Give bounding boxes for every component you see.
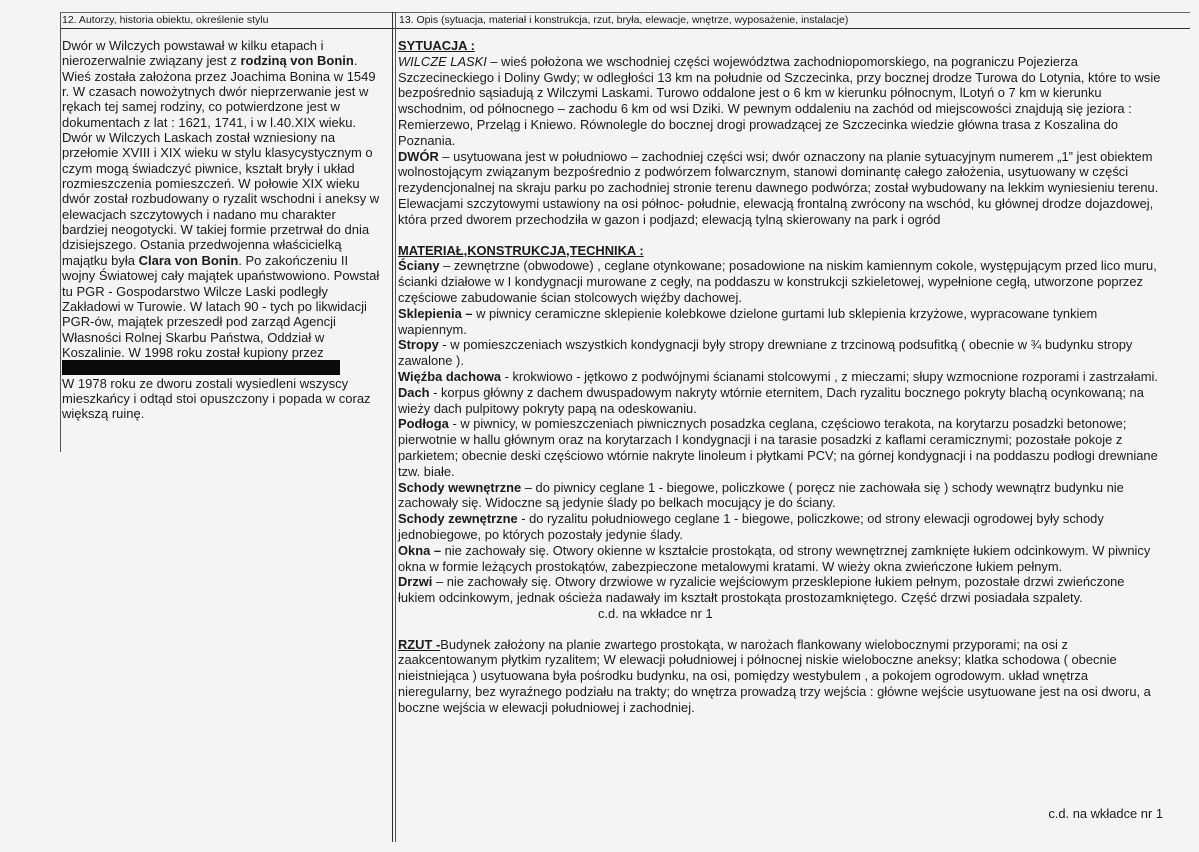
- term-label: Więźba dachowa: [398, 368, 502, 384]
- continuation-note: c.d. na wkładce nr 1: [598, 605, 713, 621]
- section-heading: RZUT -: [398, 636, 441, 652]
- wiezba-paragraph: [398, 369, 1164, 385]
- dwor-paragraph: [398, 149, 1164, 228]
- text-run: Budynek założony na planie zwartego prostokąta, w narożach flankowany wielobocznymi przyporami; na osi z zaakcentowanym płytkim ryzalitem; W elewacji południowej i północnej niskie wieloboczne aneksy; klatka schodowa ( obecnie nieistniejąca ) usytuowana była pośrodku budynku, na osi, pomiędzy westybulem , a pokojem ogrodowym. układ wnętrza nieregularny, bez wyraźnego podziału na trakty; do wnętrza prowadzą trzy wejścia : główne wejście usytuowane jest na osi dworu, a boczne wejścia w elewacji południowej i zachodniej.: [398, 636, 1151, 715]
- text-run: - krokwiowo - jętkowo z podwójnymi ścianami stolcowymi , z mieczami; słupy wzmocnione rozporami i zastrzałami.: [501, 368, 1158, 384]
- sytuacja-paragraph: [398, 54, 1164, 149]
- place-name: WILCZE LASKI: [398, 53, 487, 69]
- rzut-paragraph: [398, 637, 1164, 716]
- text-run: – nie zachowały się. Otwory drzwiowe w ryzalicie wejściowym przesklepione łukiem pełnym, pozostałe drzwi zwieńczone łukiem odcinkowym, jednak ościeża nadawały im kształt prostokąta prostozamkniętego. Część drzwi posiadała szpalety.: [398, 574, 1125, 606]
- history-column: [62, 38, 384, 422]
- schody-wewnetrzne-paragraph: [398, 480, 1164, 512]
- family-name: rodziną von Bonin: [240, 53, 354, 69]
- history-paragraph-2: [62, 130, 384, 376]
- owner-name: Clara von Bonin: [138, 252, 239, 268]
- sciany-paragraph: [398, 258, 1164, 305]
- text-run: Dwór w Wilczych Laskach został wzniesiony na przełomie XVIII i XIX wieku w stylu klasycystycznym o czym mogą świadczyć piwnice, kształt bryły i układ rozmieszczenia pomieszczeń. W połowie XIX wieku dwór został rozbudowany o ryzalit wschodni i aneksy w elewacjach szczytowych i nadano mu charakter bardziej neogotycki. W takiej formie przetrwał do dnia dzisiejszego. Ostania przedwojenna właścicielką majątku była: [62, 130, 380, 268]
- text-run: - korpus główny z dachem dwuspadowym nakryty wtórnie eternitem, Dach ryzalitu bocznego pokryty blachą ocynkowaną; na wieży dach pulpitowy pokryty papą na odeskowaniu.: [398, 384, 1144, 416]
- column-divider: [392, 12, 393, 842]
- text-run: - w pomieszczeniach wszystkich kondygnacji były stropy drewniane z trzcinową podsufitką ( obecnie w ¾ budynku stropy zawalone ).: [398, 337, 1133, 369]
- text-run: Dwór w Wilczych powstawał w kilku etapach i nierozerwalnie związany jest z: [62, 38, 324, 69]
- drzwi-paragraph: [398, 574, 1164, 621]
- description-column: [398, 38, 1164, 716]
- text-run: – usytuowana jest w południowo – zachodniej części wsi; dwór oznaczony na planie sytuacyjnym numerem „1” jest obiektem wolnostojącym związanym bezpośrednio z podwórzem folwarcznym, stanowi dominantę całego założenia, usytuowany w części rezydencjonalnej na skraju parku po zachodniej stronie terenu dawnego podwórza; został wybudowany na lekkim wyniesieniu terenu. Elewacjami szczytowymi ustawiony na osi północ- południe, elewacją frontalną zwrócony na wschód, ku głównej drodze dojazdowej, która przed dworem przechodziła w gazon i podjazd; elewacją tylną skierowany na park i ogród: [398, 148, 1159, 227]
- text-run: - do ryzalitu południowego ceglane 1 - biegowe, policzkowe; od strony elewacji ogrodowej były schody jednobiegowe, po których pozostały jedynie ślady.: [398, 511, 1104, 542]
- text-run: nie zachowały się. Otwory okienne w kształcie prostokąta, od strony wewnętrznej zamknięte łukiem odcinkowym. W piwnicy okna w formie leżących prostokątów, zabezpieczone metalowymi kratami. W wieży okna zwieńczone łukiem pełnym.: [398, 542, 1151, 574]
- continuation-note-bottom: c.d. na wkładce nr 1: [1048, 806, 1163, 821]
- spacer: [398, 228, 1164, 243]
- okna-paragraph: [398, 543, 1164, 575]
- material-heading: MATERIAŁ,KONSTRUKCJA,TECHNIKA :: [398, 242, 644, 258]
- sklepienia-paragraph: [398, 306, 1164, 338]
- left-column-header: 12. Autorzy, historia obiektu, określenie stylu: [62, 14, 269, 26]
- text-run: . Wieś została założona przez Joachima Bonina w 1549 r. W czasach nowożytnych dwór nieprzerwanie jest w rękach tej samej rodziny, co potwierdzone jest w dokumentach z lat : 1621, 1741, i w l.40.XIX wieku.: [62, 53, 376, 130]
- term-label: Drzwi: [398, 574, 433, 590]
- text-run: – wieś położona we wschodniej części województwa zachodniopomorskiego, na pograniczu Pojezierza Szczecineckiego i Doliny Gwdy; w odległości 13 km na południe od Szczecinka, przy bocznej drodze Turowa do Lotynia, które to wsie bezpośrednio sąsiadują z Wilczymi Laskami. Turowo oddalone jest o 6 km w kierunku północnym, lLotyń o 7 km w kierunku wschodnim, od północnego – zachodu 6 km od wsi Dziki. W pewnym oddaleniu na zachód od miejscowości znajdują się jeziora : Remierzewo, Przeląg i Kniewo. Równolegle do bocznej drogi prowadzącej ze Szczecinka wiedzie główna trasa z Koszalina do Poznania.: [398, 53, 1161, 148]
- header-bottom-rule: [60, 28, 1190, 29]
- term-label: Ściany: [398, 258, 440, 274]
- term-label: Dach: [398, 384, 430, 400]
- term-label: Sklepienia –: [398, 305, 473, 321]
- term-label: Podłoga: [398, 416, 449, 432]
- text-run: - w piwnicy, w pomieszczeniach piwnicznych posadzka ceglana, częściowo terakota, na korytarzu posadzki betonowe; pierwotnie w hallu głównym oraz na korytarzach I kondygnacji i na tarasie posadzki z kaflami ceramicznymi; pozostałe pokoje z parkietem; obecnie deski częściowo wtórnie nakryte linoleum i płytkami PCV; na górnej kondygnacji i na poddaszu podłogi drewniane tzw. białe.: [398, 416, 1158, 479]
- header-top-rule: [60, 12, 1190, 13]
- text-run: – do piwnicy ceglane 1 - biegowe, policzkowe ( poręcz nie zachowała się ) schody wewnątrz budynku nie zachowały się. Widoczne są jedynie ślady po belkach mocujący je do ściany.: [398, 479, 1124, 511]
- term-label: DWÓR: [398, 148, 439, 164]
- column-divider-inner: [395, 12, 396, 842]
- stropy-paragraph: [398, 337, 1164, 369]
- history-paragraph-3: W 1978 roku ze dworu zostali wysiedleni wszyscy mieszkańcy i odtąd stoi opuszczony i popada w coraz większą ruinę.: [62, 375, 371, 422]
- term-label: Schody zewnętrzne: [398, 511, 518, 527]
- right-column-header: 13. Opis (sytuacja, materiał i konstrukcja, rzut, bryła, elewacje, wnętrze, wyposażenie, instalacje): [399, 14, 849, 26]
- history-paragraph-1: [62, 38, 384, 130]
- left-border-rule: [60, 12, 61, 452]
- spacer: [398, 622, 1164, 637]
- term-label: Stropy: [398, 337, 439, 353]
- redaction-bar: [62, 360, 340, 375]
- schody-zewnetrzne-paragraph: [398, 511, 1164, 543]
- podloga-paragraph: [398, 416, 1164, 479]
- text-run: w piwnicy ceramiczne sklepienie kolebkowe dzielone gurtami lub sklepienia krzyżowe, wypracowane tynkiem wapiennym.: [398, 305, 1098, 337]
- sytuacja-heading: SYTUACJA :: [398, 38, 475, 53]
- term-label: Schody wewnętrzne: [398, 479, 522, 495]
- text-run: . Po zakończeniu II wojny Światowej cały majątek upaństwowiono. Powstał tu PGR - Gospodarstwo Wilcze Laski podległy Zakładowi w Turowie. W latach 90 - tych po likwidacji PGR-ów, majątek przeszedł pod zarząd Agencji Własności Rolnej Skarbu Państwa, Oddział w Koszalinie. W 1998 roku został kupiony przez: [62, 252, 380, 360]
- dach-paragraph: [398, 385, 1164, 417]
- term-label: Okna –: [398, 542, 441, 558]
- text-run: – zewnętrzne (obwodowe) , ceglane otynkowane; posadowione na niskim kamiennym cokole, występującym przed lico muru, ścianki działowe w I kondygnacji murowane z cegły, na poddaszu w konstrukcji szkieletowej, wypełnione cegłą, utworzone poprzez częściowe zabudowanie ścian stolcowych więźby dachowej.: [398, 258, 1157, 305]
